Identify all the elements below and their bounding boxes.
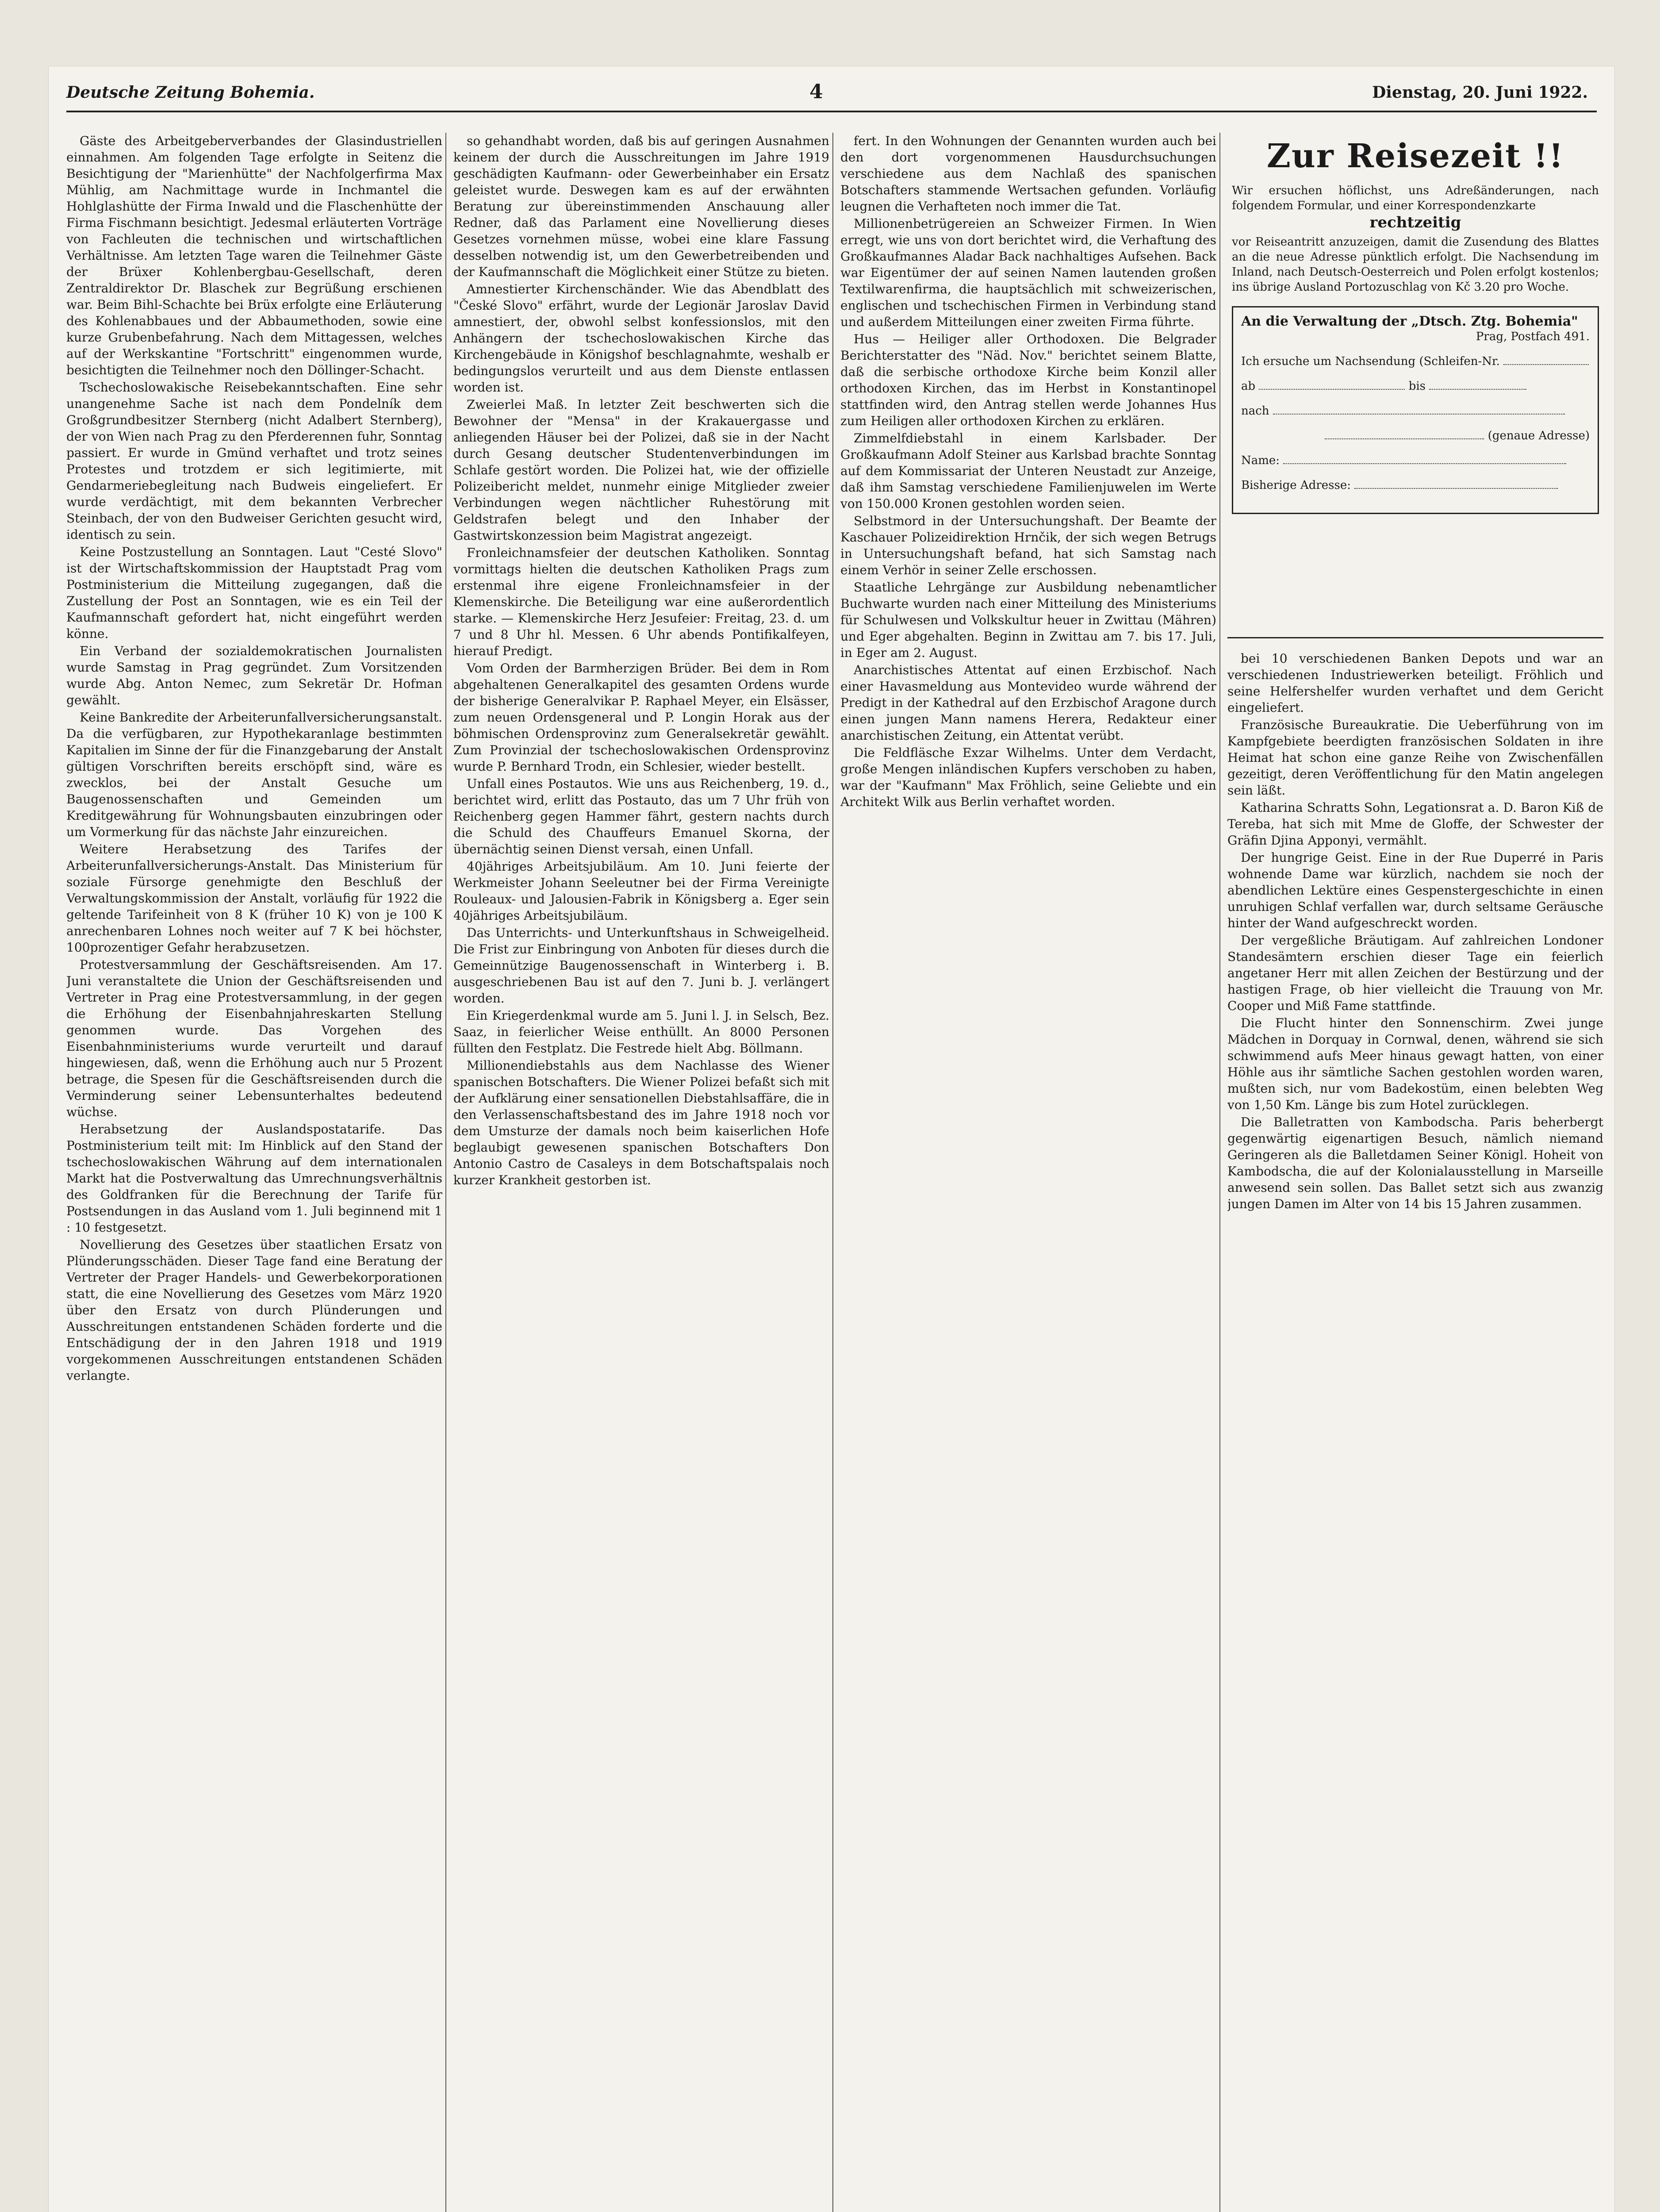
form-blank[interactable] [1354,488,1558,489]
notice-emphasis: rechtzeitig [1369,214,1461,231]
article-paragraph: Unfall eines Postautos. Wie uns aus Reichenberg, 19. d., berichtet wird, erlitt das Postauto, das um 7 Uhr früh von Reichenberg gegen Hammer fährt, gestern nachts durch die Schuld des Chauffeurs Emanuel Skorna, der übernächtig seinen Dienst versah, einen Unfall. [453,776,829,856]
form-line-note [1241,429,1590,442]
address-change-form [1232,306,1599,514]
article-paragraph: 40jähriges Arbeitsjubiläum. Am 10. Juni feierte der Werkmeister Johann Seeleutner bei der Firma Vereinigte Rouleaux- und Jalousien-Fabrik in Königsberg a. Eger sein 40jähriges Arbeitsjubiläum. [453,859,829,923]
column-divider [445,133,446,2212]
article-paragraph: Die Balletratten von Kambodscha. Paris beherbergt gegenwärtig eigenartigen Besuch, nämlich niemand Geringeren als die Balletdamen Seiner Königl. Hoheit von Kambodscha, die auf der Kolonialausstellung in Marseille anwesend sein sollen. Das Ballet setzt sich aus zwanzig jungen Damen im Alter von 14 bis 15 Jahren zusammen. [1227,1115,1603,1211]
article-paragraph: Vom Orden der Barmherzigen Brüder. Bei dem in Rom abgehaltenen Generalkapitel des gesamten Ordens wurde der bisherige Generalvikar P. Raphael Meyer, ein Elsässer, zum neuen Ordensgeneral und P. Longin Horak aus der böhmischen Ordensprovinz zum Generalsekretär gewählt. Zum Provinzial der tschechoslowakischen Ordensprovinz wurde P. Bernhard Trodn, ein Schlesier, wieder bestellt. [453,661,829,774]
notice-intro [1232,183,1599,230]
form-recipient: An die Verwaltung der „Dtsch. Ztg. Bohemia" [1241,314,1578,329]
article-paragraph: Keine Postzustellung an Sonntagen. Laut "Cesté Slovo" ist der Wirtschaftskommission der Hauptstadt Prag vom Postministerium die Mitteilung zugegangen, daß die Zustellung der Post an Sonntagen, wie es ein Teil der Kaufmannschaft gefordert hat, nicht eingeführt werden könne. [66,545,442,641]
column-1 [66,133,442,2212]
page-header [49,75,1614,115]
article-paragraph: Fronleichnamsfeier der deutschen Katholiken. Sonntag vormittags hielten die deutschen Katholiken Prags zum erstenmal ihre eigene Fronleichnamsfeier in der Klemenskirche. Die Beteiligung war eine außerordentlich starke. — Klemenskirche Herz Jesufeier: Freitag, 23. d. um 7 und 8 Uhr hl. Messen. 6 Uhr abends Pontifikalfeyen, hierauf Predigt. [453,545,829,658]
form-label: (genaue Adresse) [1487,429,1590,442]
form-label: bis [1408,380,1426,393]
subscription-notice [1227,133,1603,638]
form-label: nach [1241,404,1269,418]
form-blank[interactable] [1325,438,1484,439]
article-paragraph: Das Unterrichts- und Unterkunftshaus in Schweigelheid. Die Frist zur Einbringung von Anboten für dieses durch die Gemeinnützige Baugenossenschaft in Winterberg i. B. ausgeschriebenen Bau ist auf den 7. Juni b. J. verlängert worden. [453,926,829,1006]
article-paragraph: Millionendiebstahls aus dem Nachlasse des Wiener spanischen Botschafters. Die Wiener Polizei befaßt sich mit der Aufklärung einer sensationellen Diebstahlsaffäre, die in den Verlassenschaftsbestand des im Jahre 1918 noch vor dem Umsturze der damals noch beim kaiserlichen Hofe beglaubigt gewesenen spanischen Botschafters Don Antonio Castro de Casaleys in dem Botschaftspalais noch kurzer Krankheit gestorben ist. [453,1058,829,1187]
article-paragraph: bei 10 verschiedenen Banken Depots und war an verschiedenen Industriewerken beteiligt. Fröhlich und seine Helfershelfer wurden verhaftet und dem Gericht eingeliefert. [1227,651,1603,715]
article-paragraph: Novellierung des Gesetzes über staatlichen Ersatz von Plünderungsschäden. Dieser Tage fand eine Beratung der Vertreter der Prager Handels- und Gewerbekorporationen statt, die eine Novellierung des Gesetzes vom März 1920 über den Ersatz von durch Plünderungen und Ausschreitungen entstandenen Schäden forderte und die Entschädigung der in den Jahren 1918 und 1919 vorgekommenen Ausschreitungen entstandenen Schäden verlangte. [66,1237,442,1383]
column-divider [1219,133,1220,2212]
column-divider [832,133,833,2212]
paper-name: Deutsche Zeitung Bohemia. [66,83,315,102]
form-line-name [1241,454,1590,467]
article-paragraph: Der vergeßliche Bräutigam. Auf zahlreichen Londoner Standesämtern erschien dieser Tage ein feierlich angetaner Herr mit allen Zeichen der Bestürzung und der hastigen Frage, ob hier vielleicht die Trauung von Mr. Cooper und Miß Fame stattfinde. [1227,933,1603,1013]
article-paragraph: Der hungrige Geist. Eine in der Rue Duperré in Paris wohnende Dame war kürzlich, nachdem sie noch der abendlichen Lektüre eines Gespenstergeschichte in einen unruhigen Schlaf verfallen war, durch seltsame Geräusche hinter der Wand aufgeschreckt worden. [1227,850,1603,930]
article-paragraph: Staatliche Lehrgänge zur Ausbildung nebenamtlicher Buchwarte wurden nach einer Mitteilung des Ministeriums für Schulwesen und Volkskultur heuer in Zwittau (Mähren) und Eger abgehalten. Beginn in Zwittau am 7. bis 17. Juli, in Eger am 2. August. [840,580,1216,660]
issue-date: Dienstag, 20. Juni 1922. [1372,83,1588,102]
article-paragraph: Anarchistisches Attentat auf einen Erzbischof. Nach einer Havasmeldung aus Montevideo wurde während der Predigt in der Kathedral auf den Erzbischof Aragone durch einen jungen Mann namens Herera, Redakteur einer anarchistischen Zeitung, ein Attentat verübt. [840,663,1216,743]
column-2 [453,133,829,2212]
column-4 [1227,650,1603,2212]
notice-intro-text: Wir ersuchen höflichst, uns Adreßänderungen, nach folgendem Formular, und einer Korrespondenzkarte [1232,184,1599,212]
form-blank[interactable] [1503,364,1590,365]
article-paragraph: Französische Bureaukratie. Die Ueberführung von im Kampfgebiete beerdigten französischen Soldaten in ihre Heimat hat schon eine ganze Reihe von Zwischenfällen gezeitigt, deren Veröffentlichung für den Matin angelegen sein läßt. [1227,718,1603,798]
form-city: Prag, Postfach 491. [1476,330,1590,343]
article-paragraph: Amnestierter Kirchenschänder. Wie das Abendblatt des "České Slovo" erfährt, wurde der Legionär Jaroslav David amnestiert, der, obwohl selbst konfessionslos, mit den Anhängern der tschechoslowakischen Kirche das Kirchengebäude in Königshof beschlagnahmte, weshalb er bedingungslos verurteilt und aus dem Dienste entlassen worden ist. [453,282,829,395]
form-blank[interactable] [1273,414,1565,415]
article-paragraph: Protestversammlung der Geschäftsreisenden. Am 17. Juni veranstaltete die Union der Geschäftsreisenden und Vertreter in Prag eine Protestversammlung, in der gegen die Erhöhung der Eisenbahnjahreskarten Stellung genommen wurde. Das Vorgehen des Eisenbahnministeriums wurde verurteilt und darauf hingewiesen, daß, wenn die Erhöhung auch nur 5 Prozent betrage, die Spesen für die Geschäftsreisenden durch die Verminderung seiner Lebensunterhaltes bedeutend wüchse. [66,957,442,1119]
article-paragraph: Weitere Herabsetzung des Tarifes der Arbeiterunfallversicherungs-Anstalt. Das Ministerium für soziale Fürsorge genehmigte den Beschluß der Verwaltungskommission der Anstalt, vorläufig für 1922 die geltende Tarifeinheit von 8 K (früher 10 K) von je 100 K anrechenbaren Lohnes noch weiter auf 7 K bei höchster, 100prozentiger Gefahr herabzusetzen. [66,842,442,955]
form-line-destination [1241,404,1590,418]
article-paragraph: Die Flucht hinter den Sonnenschirm. Zwei junge Mädchen in Dorquay in Cornwal, denen, während sie sich schwimmend aufs Meer hinaus gewagt hatten, von einer Höhle aus ihr sämtliche Sachen gestohlen worden waren, mußten sich, nur vom Badekostüm, einen belebten Weg von 1,50 Km. Länge bis zum Hotel zurücklegen. [1227,1016,1603,1112]
article-paragraph: Zweierlei Maß. In letzter Zeit beschwerten sich die Bewohner der "Mensa" in der Krakauergasse und anliegenden Häuser bei der Polizei, daß sie in der Nacht durch Gesang deutscher Studentenverbindungen im Schlafe gestört worden. Die Polizei hat, wie der offizielle Polizeibericht meldet, nunmehr einige Mitglieder zweier Verbindungen wegen nächtlicher Ruhestörung mit Geldstrafen belegt und den Inhaber der Gastwirtskonzession beim Magistrat angezeigt. [453,397,829,543]
article-paragraph: Katharina Schratts Sohn, Legationsrat a. D. Baron Kiß de Tereba, hat sich mit Mme de Gloffe, der Schwester der Gräfin Djina Apponyi, vermählt. [1227,800,1603,848]
article-paragraph: Keine Bankredite der Arbeiterunfallversicherungsanstalt. Da die verfügbaren, zur Hypothekaranlage bestimmten Kapitalien im Sinne der für die Finanzgebarung der Anstalt gültigen Vorschriften bereits erschöpft sind, wäre es zwecklos, bei der Anstalt Gesuche um Baugenossenschaften und Gemeinden um Kreditgewährung für Wohnungsbauten einzubringen oder um Vormerkung für das nächste Jahr einzureichen. [66,710,442,839]
article-paragraph: Zimmelfdiebstahl in einem Karlsbader. Der Großkaufmann Adolf Steiner aus Karlsbad brachte Sonntag auf dem Kommissariat der Unteren Neustadt zur Anzeige, daß ihm Samstag verschiedene Familienjuwelen im Werte von 150.000 Kronen gestohlen worden seien. [840,431,1216,511]
article-paragraph: Tschechoslowakische Reisebekanntschaften. Eine sehr unangenehme Sache ist nach dem Pondelník dem Großgrundbesitzer Sternberg (nicht Adalbert Sternberg), der von Wien nach Prag zu den Pferderennen fuhr, Sonntag passiert. Er wurde in Gmünd verhaftet und trotz seines Protestes und trotzdem er sich legitimierte, mit Gendarmeriebegleitung nach Budweis eingeliefert. Er wurde verdächtigt, mit dem bekannten Verbrecher Steinbach, der von den Budweiser Gerichten gesucht wird, identisch zu sein. [66,380,442,542]
newspaper-page [49,66,1614,2212]
form-line-old-address [1241,479,1590,492]
article-paragraph: Ein Kriegerdenkmal wurde am 5. Juni l. J. in Selsch, Bez. Saaz, in feierlicher Weise enthüllt. An 8000 Personen füllten den Festplatz. Die Festrede hielt Abg. Böllmann. [453,1008,829,1056]
article-paragraph: Die Feldfläsche Exzar Wilhelms. Unter dem Verdacht, große Mengen inländischen Kupfers verschoben zu haben, war der "Kaufmann" Max Fröhlich, seine Geliebte und ein Architekt Wilk aus Berlin verhaftet worden. [840,745,1216,809]
form-label: Name: [1241,454,1280,467]
article-paragraph: Hus — Heiliger aller Orthodoxen. Die Belgrader Berichterstatter des "Näd. Nov." berichtet seinem Blatte, daß die serbische orthodoxe Kirche beim Konzil aller orthodoxen Kirchen, das im Herbst in Konstantinopel stattfinden wird, den Antrag stellen werde Johannes Hus zum Heiligen aller orthodoxen Kirchen zu erklären. [840,332,1216,428]
article-paragraph: Ein Verband der sozialdemokratischen Journalisten wurde Samstag in Prag gegründet. Zum Vorsitzenden wurde Abg. Anton Nemec, zum Sekretär Dr. Hofman gewählt. [66,644,442,707]
form-blank[interactable] [1283,463,1566,464]
article-paragraph: Herabsetzung der Auslandspostatarife. Das Postministerium teilt mit: Im Hinblick auf den Stand der tschechoslowakischen Währung auf dem internationalen Markt hat die Postverwaltung das Umrechnungsverhältnis des Goldfranken für die Berechnung der Tarife für Postsendungen in das Ausland vom 1. Juli beginnend mit 1 : 10 festgesetzt. [66,1122,442,1235]
article-paragraph: Selbstmord in der Untersuchungshaft. Der Beamte der Kaschauer Polizeidirektion Hrnčik, der sich wegen Betrugs in Untersuchungshaft befand, hat sich Samstag nach einem Verhör in seiner Zelle erschossen. [840,514,1216,577]
article-paragraph: Gäste des Arbeitgeberverbandes der Glasindustriellen einnahmen. Am folgenden Tage erfolgte in Seitenz die Besichtigung der "Marienhütte" der Nachfolgerfirma Max Mühlig, am Nachmittage wurde in Inchmantel die Hohlglashütte der Firma Inwald und die Flaschenhütte der Firma Fischmann besichtigt. Jedesmal erläuterten Vorträge von Fachleuten die technischen und wirtschaftlichen Verhältnisse. Am letzten Tage waren die Teilnehmer Gäste der Brüxer Kohlenbergbau-Gesellschaft, deren Zentraldirektor Dr. Blaschek zur Begrüßung erschienen war. Beim Bihl-Schachte bei Brüx erfolgte eine Erläuterung des Kohlenabbaues und der Abbaumethoden, sowie eine kurze Grubenbefahrung. Nach dem Mittagessen, welches auf der Werkskantine "Fortschritt" eingenommen wurde, besichtigten die Teilnehmer noch den Döllinger-Schacht. [66,134,442,377]
column-3 [840,133,1216,2212]
notice-title: Zur Reisezeit !! [1266,137,1564,175]
page-number: 4 [809,81,823,103]
form-line-dates [1241,380,1590,393]
form-blank[interactable] [1429,389,1526,390]
article-paragraph: so gehandhabt worden, daß bis auf geringen Ausnahmen keinem der durch die Ausschreitungen im Jahre 1919 geschädigten Kaufmann- oder Gewerbeinhaber ein Ersatz geleistet wurde. Deswegen kam es auf der erwähnten Beratung zur übereinstimmenden Anschauung aller Redner, daß das Parlament eine Novellierung dieses Gesetzes vornehmen müsse, wobei eine klare Fassung desselben notwendig ist, um den Gewerbetreibenden und der Kaufmannschaft die Möglichkeit einer Stütze zu bieten. [453,134,829,279]
form-label: Ich ersuche um Nachsendung (Schleifen-Nr. [1241,355,1500,368]
article-paragraph: Millionenbetrügereien an Schweizer Firmen. In Wien erregt, wie uns von dort berichtet wird, die Verhaftung des Großkaufmannes Aladar Back nachhaltiges Aufsehen. Back war Eigentümer der auf seinen Namen lautenden großen Textilwarenfirma, die hauptsächlich mit schweizerischen, englischen und tschechischen Firmen in Verbindung stand und außerdem Mitteilungen einer zweiten Firma führte. [840,216,1216,329]
notice-body: vor Reiseantritt anzuzeigen, damit die Zusendung des Blattes an die neue Adresse pünktlich erfolgt. Die Nachsendung im Inland, nach Deutsch-Oesterreich und Polen erfolgt kostenlos; ins übrige Ausland Portozuschlag von Kč 3.20 pro Woche. [1232,235,1599,294]
form-blank[interactable] [1259,389,1405,390]
form-label: Bisherige Adresse: [1241,479,1351,492]
article-paragraph: fert. In den Wohnungen der Genannten wurden auch bei den dort vorgenommenen Hausdurchsuchungen verschiedene aus dem Nachlaß des spanischen Botschafters stammende Wertsachen gefunden. Vorläufig leugnen die Verhafteten noch immer die Tat. [840,134,1216,214]
header-rule [66,111,1597,112]
form-label: ab [1241,380,1256,393]
form-line-request [1241,355,1590,368]
